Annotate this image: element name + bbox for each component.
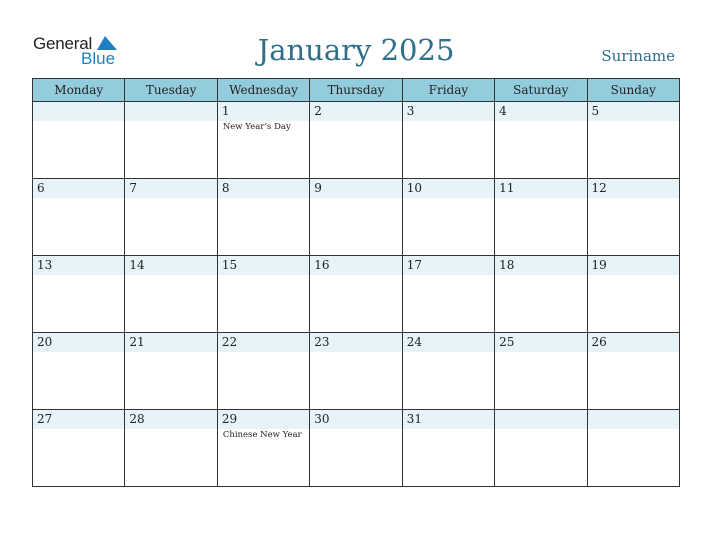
day-cell (217, 256, 309, 333)
day-number-band (588, 410, 679, 429)
day-cell (587, 333, 679, 410)
day-cell (125, 410, 217, 487)
day-number: 4 (499, 104, 507, 118)
week-row (33, 410, 680, 487)
weekday-header: Wednesday (217, 79, 309, 102)
day-number: 7 (129, 181, 138, 195)
day-number: 26 (591, 335, 607, 349)
day-cell (402, 410, 494, 487)
day-number: 29 (221, 412, 238, 426)
week-row (33, 102, 680, 179)
day-cell (587, 102, 679, 179)
day-cell (495, 333, 587, 410)
day-cell (33, 333, 125, 410)
country-label: Suriname (601, 47, 675, 65)
day-number: 15 (221, 258, 238, 272)
day-cell (217, 179, 309, 256)
day-cell (125, 256, 217, 333)
day-number: 22 (221, 335, 238, 349)
day-number: 11 (499, 181, 515, 195)
week-row (33, 179, 680, 256)
day-number: 12 (591, 181, 607, 195)
day-cell (217, 333, 309, 410)
logo-word-general: General (33, 34, 93, 53)
day-cell (587, 410, 679, 487)
day-number: 6 (37, 181, 45, 195)
weekday-header: Thursday (310, 79, 402, 102)
day-number-band (125, 102, 216, 121)
day-number: 20 (37, 335, 53, 349)
day-number-band (495, 102, 586, 121)
weekday-header-row (33, 79, 680, 102)
day-cell (402, 333, 494, 410)
day-number: 27 (37, 412, 53, 426)
day-cell (33, 256, 125, 333)
day-number: 3 (406, 104, 415, 118)
day-number: 1 (221, 104, 230, 118)
day-number: 14 (129, 258, 145, 272)
calendar-title: January 2025 (257, 33, 455, 67)
weekday-header: Monday (33, 79, 125, 102)
day-cell (33, 179, 125, 256)
day-cell (402, 256, 494, 333)
week-row (33, 333, 680, 410)
day-number-band (310, 102, 401, 121)
day-cell (402, 179, 494, 256)
day-number-band (218, 102, 309, 121)
day-number: 16 (314, 258, 330, 272)
day-cell (125, 179, 217, 256)
day-number-band (310, 179, 401, 198)
day-number: 21 (129, 335, 145, 349)
day-cell (33, 410, 125, 487)
day-number: 30 (314, 412, 330, 426)
day-cell (310, 179, 402, 256)
weekday-header: Sunday (587, 79, 679, 102)
day-cell (125, 333, 217, 410)
day-number: 23 (314, 335, 330, 349)
week-row (33, 256, 680, 333)
day-number-band (403, 102, 494, 121)
day-number: 8 (221, 181, 230, 195)
logo-word-blue: Blue (81, 49, 116, 68)
day-number-band (33, 102, 124, 121)
day-number-band (33, 179, 124, 198)
day-cell (587, 179, 679, 256)
day-number-band (495, 410, 586, 429)
weekday-header: Tuesday (125, 79, 217, 102)
holiday-label: New Year’s Day (222, 122, 291, 132)
day-number: 25 (499, 335, 515, 349)
month-calendar-grid (32, 78, 680, 487)
day-number: 18 (499, 258, 515, 272)
day-number: 24 (406, 335, 422, 349)
day-cell (495, 256, 587, 333)
day-cell (402, 102, 494, 179)
day-cell (495, 410, 587, 487)
day-number-band (588, 102, 679, 121)
day-number: 10 (406, 181, 422, 195)
day-number: 17 (406, 258, 422, 272)
day-cell (310, 333, 402, 410)
day-number-band (218, 179, 309, 198)
day-number: 31 (406, 412, 422, 426)
day-cell (587, 256, 679, 333)
day-cell (33, 102, 125, 179)
day-number: 19 (591, 258, 607, 272)
day-cell (310, 410, 402, 487)
day-cell (310, 256, 402, 333)
day-cell (217, 410, 309, 487)
day-cell (495, 179, 587, 256)
day-cell (310, 102, 402, 179)
day-number: 9 (314, 181, 322, 195)
day-cell (495, 102, 587, 179)
weekday-header: Friday (402, 79, 494, 102)
weekday-header: Saturday (495, 79, 587, 102)
day-cell (125, 102, 217, 179)
day-number: 2 (314, 104, 322, 118)
day-number: 13 (37, 258, 53, 272)
day-cell (217, 102, 309, 179)
holiday-label: Chinese New Year (222, 430, 302, 440)
day-number-band (125, 179, 216, 198)
day-number: 5 (591, 104, 600, 118)
day-number: 28 (129, 412, 145, 426)
